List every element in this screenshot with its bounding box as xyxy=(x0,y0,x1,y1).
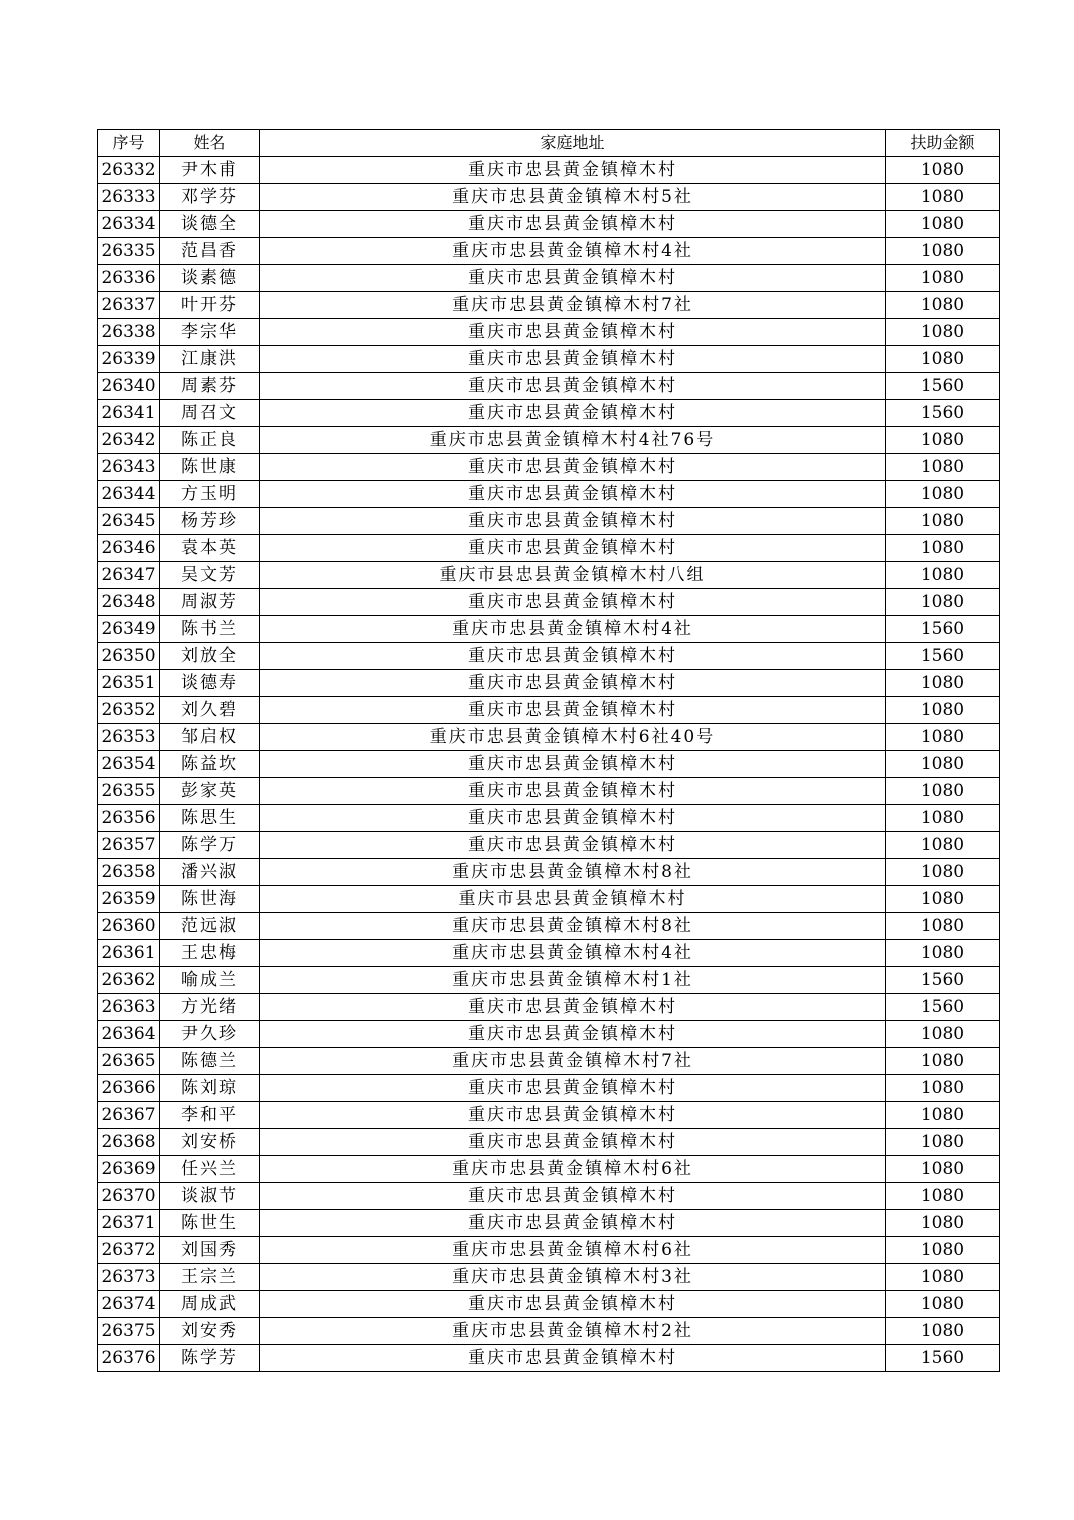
address-cell: 重庆市忠县黄金镇樟木村 xyxy=(260,265,886,292)
header-home-address: 家庭地址 xyxy=(260,130,886,157)
name-cell: 陈世海 xyxy=(160,886,260,913)
serial-number-cell: 26344 xyxy=(98,481,160,508)
serial-number-cell: 26364 xyxy=(98,1021,160,1048)
name-cell: 谈淑节 xyxy=(160,1183,260,1210)
name-cell: 陈书兰 xyxy=(160,616,260,643)
amount-cell: 1080 xyxy=(886,1237,1000,1264)
table-row xyxy=(98,238,1000,265)
address-cell: 重庆市忠县黄金镇樟木村 xyxy=(260,535,886,562)
name-cell: 周素芬 xyxy=(160,373,260,400)
serial-number-cell: 26361 xyxy=(98,940,160,967)
amount-cell: 1080 xyxy=(886,751,1000,778)
table-row xyxy=(98,346,1000,373)
serial-number-cell: 26373 xyxy=(98,1264,160,1291)
amount-cell: 1080 xyxy=(886,1021,1000,1048)
amount-cell: 1080 xyxy=(886,589,1000,616)
serial-number-cell: 26336 xyxy=(98,265,160,292)
amount-cell: 1080 xyxy=(886,940,1000,967)
name-cell: 谈素德 xyxy=(160,265,260,292)
name-cell: 周成武 xyxy=(160,1291,260,1318)
table-row xyxy=(98,751,1000,778)
address-cell: 重庆市忠县黄金镇樟木村8社 xyxy=(260,913,886,940)
table-row xyxy=(98,670,1000,697)
name-cell: 邓学芬 xyxy=(160,184,260,211)
serial-number-cell: 26359 xyxy=(98,886,160,913)
amount-cell: 1560 xyxy=(886,994,1000,1021)
address-cell: 重庆市忠县黄金镇樟木村6社 xyxy=(260,1156,886,1183)
serial-number-cell: 26353 xyxy=(98,724,160,751)
serial-number-cell: 26368 xyxy=(98,1129,160,1156)
name-cell: 李和平 xyxy=(160,1102,260,1129)
serial-number-cell: 26376 xyxy=(98,1345,160,1372)
name-cell: 周淑芳 xyxy=(160,589,260,616)
table-row xyxy=(98,535,1000,562)
table-row xyxy=(98,1264,1000,1291)
address-cell: 重庆市忠县黄金镇樟木村 xyxy=(260,454,886,481)
table-body xyxy=(98,157,1000,1372)
table-row xyxy=(98,832,1000,859)
serial-number-cell: 26351 xyxy=(98,670,160,697)
amount-cell: 1080 xyxy=(886,724,1000,751)
table-row xyxy=(98,1048,1000,1075)
table-row xyxy=(98,265,1000,292)
address-cell: 重庆市忠县黄金镇樟木村 xyxy=(260,373,886,400)
address-cell: 重庆市忠县黄金镇樟木村 xyxy=(260,751,886,778)
table-row xyxy=(98,1210,1000,1237)
amount-cell: 1560 xyxy=(886,373,1000,400)
name-cell: 陈思生 xyxy=(160,805,260,832)
table-row xyxy=(98,157,1000,184)
serial-number-cell: 26334 xyxy=(98,211,160,238)
serial-number-cell: 26335 xyxy=(98,238,160,265)
table-row xyxy=(98,859,1000,886)
name-cell: 周召文 xyxy=(160,400,260,427)
table-row xyxy=(98,454,1000,481)
serial-number-cell: 26346 xyxy=(98,535,160,562)
serial-number-cell: 26370 xyxy=(98,1183,160,1210)
amount-cell: 1080 xyxy=(886,1183,1000,1210)
amount-cell: 1080 xyxy=(886,508,1000,535)
serial-number-cell: 26369 xyxy=(98,1156,160,1183)
amount-cell: 1080 xyxy=(886,157,1000,184)
name-cell: 王宗兰 xyxy=(160,1264,260,1291)
address-cell: 重庆市忠县黄金镇樟木村 xyxy=(260,1345,886,1372)
address-cell: 重庆市忠县黄金镇樟木村 xyxy=(260,1210,886,1237)
amount-cell: 1080 xyxy=(886,778,1000,805)
name-cell: 邹启权 xyxy=(160,724,260,751)
name-cell: 刘放全 xyxy=(160,643,260,670)
amount-cell: 1080 xyxy=(886,1102,1000,1129)
serial-number-cell: 26371 xyxy=(98,1210,160,1237)
amount-cell: 1080 xyxy=(886,1318,1000,1345)
serial-number-cell: 26366 xyxy=(98,1075,160,1102)
name-cell: 刘安秀 xyxy=(160,1318,260,1345)
table-row xyxy=(98,589,1000,616)
amount-cell: 1080 xyxy=(886,238,1000,265)
address-cell: 重庆市忠县黄金镇樟木村6社40号 xyxy=(260,724,886,751)
name-cell: 喻成兰 xyxy=(160,967,260,994)
table-row xyxy=(98,1318,1000,1345)
address-cell: 重庆市忠县黄金镇樟木村 xyxy=(260,589,886,616)
amount-cell: 1080 xyxy=(886,319,1000,346)
amount-cell: 1560 xyxy=(886,643,1000,670)
amount-cell: 1080 xyxy=(886,1291,1000,1318)
amount-cell: 1080 xyxy=(886,562,1000,589)
name-cell: 陈德兰 xyxy=(160,1048,260,1075)
table-row xyxy=(98,1183,1000,1210)
table-row xyxy=(98,886,1000,913)
name-cell: 王忠梅 xyxy=(160,940,260,967)
serial-number-cell: 26354 xyxy=(98,751,160,778)
serial-number-cell: 26338 xyxy=(98,319,160,346)
name-cell: 尹木甫 xyxy=(160,157,260,184)
amount-cell: 1080 xyxy=(886,454,1000,481)
address-cell: 重庆市忠县黄金镇樟木村2社 xyxy=(260,1318,886,1345)
name-cell: 杨芳珍 xyxy=(160,508,260,535)
amount-cell: 1080 xyxy=(886,292,1000,319)
amount-cell: 1560 xyxy=(886,400,1000,427)
address-cell: 重庆市县忠县黄金镇樟木村 xyxy=(260,886,886,913)
serial-number-cell: 26340 xyxy=(98,373,160,400)
table-row xyxy=(98,1075,1000,1102)
address-cell: 重庆市忠县黄金镇樟木村 xyxy=(260,994,886,1021)
address-cell: 重庆市忠县黄金镇樟木村 xyxy=(260,346,886,373)
address-cell: 重庆市忠县黄金镇樟木村 xyxy=(260,1075,886,1102)
table-row xyxy=(98,211,1000,238)
table-row xyxy=(98,1156,1000,1183)
table-row xyxy=(98,1129,1000,1156)
address-cell: 重庆市忠县黄金镇樟木村4社 xyxy=(260,238,886,265)
table-row xyxy=(98,805,1000,832)
table-row xyxy=(98,616,1000,643)
table-row xyxy=(98,940,1000,967)
table-row xyxy=(98,292,1000,319)
address-cell: 重庆市忠县黄金镇樟木村 xyxy=(260,508,886,535)
serial-number-cell: 26375 xyxy=(98,1318,160,1345)
table-header xyxy=(98,130,1000,157)
name-cell: 李宗华 xyxy=(160,319,260,346)
amount-cell: 1560 xyxy=(886,616,1000,643)
name-cell: 刘安桥 xyxy=(160,1129,260,1156)
name-cell: 陈刘琼 xyxy=(160,1075,260,1102)
serial-number-cell: 26358 xyxy=(98,859,160,886)
amount-cell: 1080 xyxy=(886,886,1000,913)
table-row xyxy=(98,1021,1000,1048)
name-cell: 陈学芳 xyxy=(160,1345,260,1372)
table-row xyxy=(98,508,1000,535)
address-cell: 重庆市忠县黄金镇樟木村4社 xyxy=(260,940,886,967)
amount-cell: 1080 xyxy=(886,481,1000,508)
address-cell: 重庆市忠县黄金镇樟木村 xyxy=(260,481,886,508)
table-row xyxy=(98,562,1000,589)
serial-number-cell: 26345 xyxy=(98,508,160,535)
serial-number-cell: 26360 xyxy=(98,913,160,940)
name-cell: 谈德全 xyxy=(160,211,260,238)
name-cell: 陈益坎 xyxy=(160,751,260,778)
name-cell: 方光绪 xyxy=(160,994,260,1021)
name-cell: 任兴兰 xyxy=(160,1156,260,1183)
amount-cell: 1560 xyxy=(886,1345,1000,1372)
name-cell: 范远淑 xyxy=(160,913,260,940)
address-cell: 重庆市忠县黄金镇樟木村 xyxy=(260,778,886,805)
serial-number-cell: 26363 xyxy=(98,994,160,1021)
serial-number-cell: 26343 xyxy=(98,454,160,481)
amount-cell: 1080 xyxy=(886,1156,1000,1183)
amount-cell: 1080 xyxy=(886,913,1000,940)
amount-cell: 1080 xyxy=(886,697,1000,724)
table-row xyxy=(98,184,1000,211)
address-cell: 重庆市县忠县黄金镇樟木村八组 xyxy=(260,562,886,589)
amount-cell: 1080 xyxy=(886,346,1000,373)
address-cell: 重庆市忠县黄金镇樟木村 xyxy=(260,319,886,346)
serial-number-cell: 26365 xyxy=(98,1048,160,1075)
serial-number-cell: 26348 xyxy=(98,589,160,616)
table-row xyxy=(98,697,1000,724)
serial-number-cell: 26332 xyxy=(98,157,160,184)
name-cell: 方玉明 xyxy=(160,481,260,508)
address-cell: 重庆市忠县黄金镇樟木村 xyxy=(260,643,886,670)
address-cell: 重庆市忠县黄金镇樟木村 xyxy=(260,832,886,859)
amount-cell: 1080 xyxy=(886,805,1000,832)
table-row xyxy=(98,778,1000,805)
serial-number-cell: 26350 xyxy=(98,643,160,670)
table-row xyxy=(98,481,1000,508)
name-cell: 谈德寿 xyxy=(160,670,260,697)
serial-number-cell: 26333 xyxy=(98,184,160,211)
table-row xyxy=(98,1237,1000,1264)
name-cell: 江康洪 xyxy=(160,346,260,373)
address-cell: 重庆市忠县黄金镇樟木村1社 xyxy=(260,967,886,994)
header-name: 姓名 xyxy=(160,130,260,157)
address-cell: 重庆市忠县黄金镇樟木村 xyxy=(260,211,886,238)
address-cell: 重庆市忠县黄金镇樟木村 xyxy=(260,1129,886,1156)
amount-cell: 1080 xyxy=(886,832,1000,859)
name-cell: 刘国秀 xyxy=(160,1237,260,1264)
name-cell: 尹久珍 xyxy=(160,1021,260,1048)
table-row xyxy=(98,643,1000,670)
name-cell: 彭家英 xyxy=(160,778,260,805)
table-row xyxy=(98,373,1000,400)
address-cell: 重庆市忠县黄金镇樟木村 xyxy=(260,670,886,697)
address-cell: 重庆市忠县黄金镇樟木村3社 xyxy=(260,1264,886,1291)
serial-number-cell: 26342 xyxy=(98,427,160,454)
serial-number-cell: 26357 xyxy=(98,832,160,859)
address-cell: 重庆市忠县黄金镇樟木村6社 xyxy=(260,1237,886,1264)
name-cell: 叶开芬 xyxy=(160,292,260,319)
amount-cell: 1080 xyxy=(886,265,1000,292)
table-row xyxy=(98,994,1000,1021)
address-cell: 重庆市忠县黄金镇樟木村 xyxy=(260,1291,886,1318)
address-cell: 重庆市忠县黄金镇樟木村5社 xyxy=(260,184,886,211)
serial-number-cell: 26356 xyxy=(98,805,160,832)
amount-cell: 1560 xyxy=(886,967,1000,994)
address-cell: 重庆市忠县黄金镇樟木村8社 xyxy=(260,859,886,886)
serial-number-cell: 26339 xyxy=(98,346,160,373)
table-row xyxy=(98,400,1000,427)
table-row xyxy=(98,913,1000,940)
name-cell: 范昌香 xyxy=(160,238,260,265)
amount-cell: 1080 xyxy=(886,859,1000,886)
name-cell: 袁本英 xyxy=(160,535,260,562)
table-row xyxy=(98,1102,1000,1129)
name-cell: 潘兴淑 xyxy=(160,859,260,886)
serial-number-cell: 26349 xyxy=(98,616,160,643)
serial-number-cell: 26367 xyxy=(98,1102,160,1129)
address-cell: 重庆市忠县黄金镇樟木村 xyxy=(260,1102,886,1129)
name-cell: 陈世生 xyxy=(160,1210,260,1237)
table-row xyxy=(98,1345,1000,1372)
amount-cell: 1080 xyxy=(886,1048,1000,1075)
header-row xyxy=(98,130,1000,157)
amount-cell: 1080 xyxy=(886,1264,1000,1291)
table-row xyxy=(98,319,1000,346)
serial-number-cell: 26337 xyxy=(98,292,160,319)
serial-number-cell: 26355 xyxy=(98,778,160,805)
name-cell: 陈世康 xyxy=(160,454,260,481)
serial-number-cell: 26352 xyxy=(98,697,160,724)
amount-cell: 1080 xyxy=(886,184,1000,211)
name-cell: 刘久碧 xyxy=(160,697,260,724)
amount-cell: 1080 xyxy=(886,1075,1000,1102)
amount-cell: 1080 xyxy=(886,535,1000,562)
address-cell: 重庆市忠县黄金镇樟木村7社 xyxy=(260,292,886,319)
address-cell: 重庆市忠县黄金镇樟木村 xyxy=(260,805,886,832)
address-cell: 重庆市忠县黄金镇樟木村 xyxy=(260,157,886,184)
table-row xyxy=(98,1291,1000,1318)
address-cell: 重庆市忠县黄金镇樟木村 xyxy=(260,697,886,724)
address-cell: 重庆市忠县黄金镇樟木村4社 xyxy=(260,616,886,643)
amount-cell: 1080 xyxy=(886,211,1000,238)
table-row xyxy=(98,724,1000,751)
name-cell: 陈正良 xyxy=(160,427,260,454)
serial-number-cell: 26374 xyxy=(98,1291,160,1318)
address-cell: 重庆市忠县黄金镇樟木村 xyxy=(260,1021,886,1048)
table-row xyxy=(98,967,1000,994)
serial-number-cell: 26341 xyxy=(98,400,160,427)
header-assistance-amount: 扶助金额 xyxy=(886,130,1000,157)
name-cell: 陈学万 xyxy=(160,832,260,859)
table-row xyxy=(98,427,1000,454)
name-cell: 吴文芳 xyxy=(160,562,260,589)
assistance-table xyxy=(97,129,1000,1372)
amount-cell: 1080 xyxy=(886,1129,1000,1156)
serial-number-cell: 26347 xyxy=(98,562,160,589)
serial-number-cell: 26372 xyxy=(98,1237,160,1264)
address-cell: 重庆市忠县黄金镇樟木村7社 xyxy=(260,1048,886,1075)
amount-cell: 1080 xyxy=(886,1210,1000,1237)
serial-number-cell: 26362 xyxy=(98,967,160,994)
address-cell: 重庆市忠县黄金镇樟木村 xyxy=(260,1183,886,1210)
header-serial-number: 序号 xyxy=(98,130,160,157)
amount-cell: 1080 xyxy=(886,670,1000,697)
amount-cell: 1080 xyxy=(886,427,1000,454)
address-cell: 重庆市忠县黄金镇樟木村4社76号 xyxy=(260,427,886,454)
address-cell: 重庆市忠县黄金镇樟木村 xyxy=(260,400,886,427)
